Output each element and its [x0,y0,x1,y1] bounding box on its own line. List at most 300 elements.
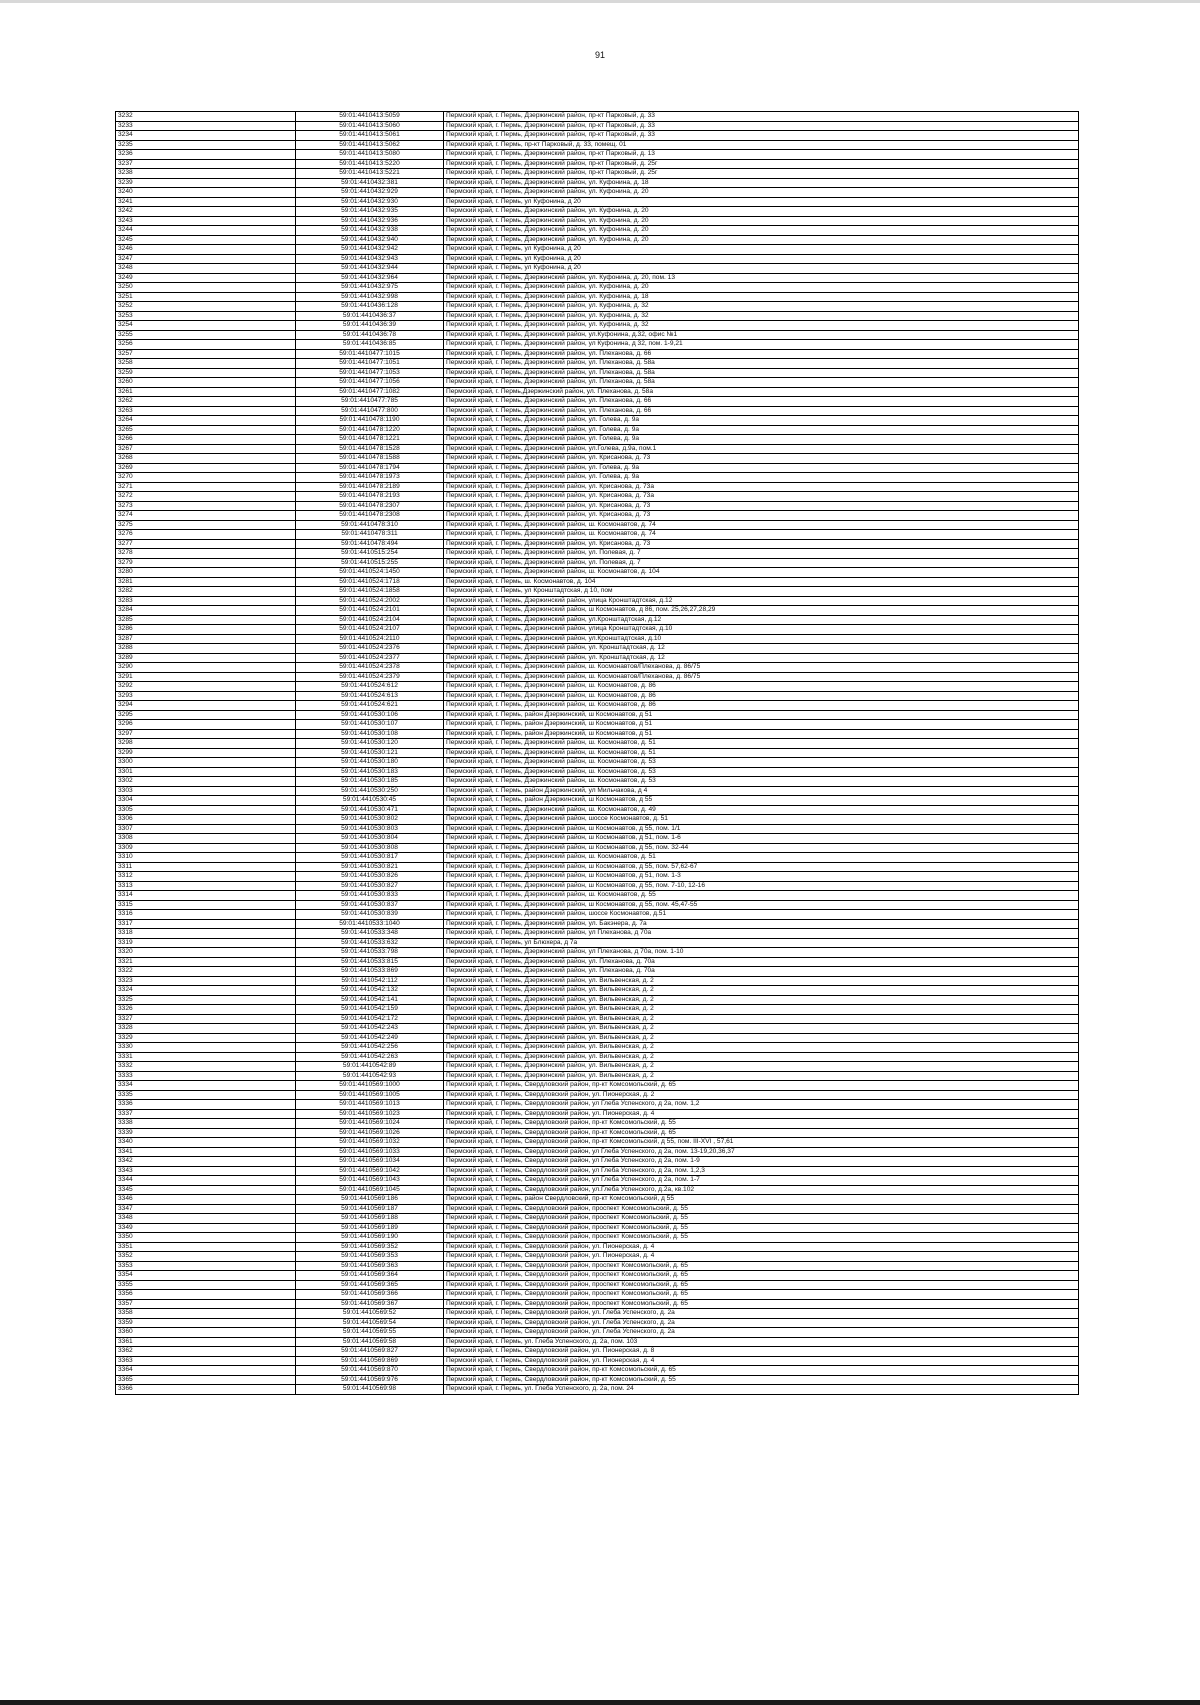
row-number-cell: 3276 [116,530,296,540]
address-cell: Пермский край, г. Пермь, Дзержинский район, ул. Полевая, д. 7 [444,558,1079,568]
table-row [116,1138,1079,1148]
cadastral-number-cell: 59:01:4410478:2189 [296,482,444,492]
row-number-cell: 3350 [116,1233,296,1243]
address-cell: Пермский край, г. Пермь, Дзержинский район, улица Кронштадтская, д.10 [444,625,1079,635]
row-number-cell: 3314 [116,891,296,901]
row-number-cell: 3270 [116,473,296,483]
address-cell: Пермский край, г. Пермь, Дзержинский район, ул. Вильвенская, д. 2 [444,986,1079,996]
row-number-cell: 3259 [116,368,296,378]
table-row [116,1119,1079,1129]
table-row [116,1290,1079,1300]
row-number-cell: 3282 [116,587,296,597]
address-cell: Пермский край, г. Пермь, Дзержинский район, ул. Крисанова, д. 73а [444,492,1079,502]
address-cell: Пермский край, г. Пермь, Дзержинский район, ул. Плеханова, д. 70а [444,957,1079,967]
table-row [116,188,1079,198]
cadastral-number-cell: 59:01:4410530:107 [296,720,444,730]
row-number-cell: 3249 [116,273,296,283]
address-cell: Пермский край, г. Пермь, Свердловский район, проспект Комсомольский, д. 65 [444,1280,1079,1290]
address-cell: Пермский край, г. Пермь, Дзержинский район, пр-кт Парковый, д. 13 [444,150,1079,160]
table-row [116,492,1079,502]
address-cell: Пермский край, г. Пермь, Дзержинский район, ш Космонавтов, д 86, пом. 25,26,27,28,29 [444,606,1079,616]
row-number-cell: 3303 [116,786,296,796]
table-row [116,720,1079,730]
table-row [116,406,1079,416]
cadastral-number-cell: 59:01:4410478:1973 [296,473,444,483]
table-row [116,454,1079,464]
address-cell: Пермский край, г. Пермь, Дзержинский район, ул Куфонина, д 32, пом. 1-9,21 [444,340,1079,350]
table-row [116,1223,1079,1233]
row-number-cell: 3258 [116,359,296,369]
cadastral-number-cell: 59:01:4410530:106 [296,710,444,720]
cadastral-number-cell: 59:01:4410533:869 [296,967,444,977]
cadastral-number-cell: 59:01:4410413:5221 [296,169,444,179]
cadastral-number-cell: 59:01:4410530:250 [296,786,444,796]
row-number-cell: 3306 [116,815,296,825]
row-number-cell: 3260 [116,378,296,388]
table-row [116,121,1079,131]
address-cell: Пермский край, г. Пермь, Дзержинский район, ул. Крисанова, д. 73 [444,511,1079,521]
row-number-cell: 3257 [116,349,296,359]
address-cell: Пермский край, г. Пермь, район Дзержинский, ш Космонавтов, д 51 [444,720,1079,730]
address-cell: Пермский край, г. Пермь, Дзержинский район, ул. Полевая, д. 7 [444,549,1079,559]
table-row [116,321,1079,331]
address-cell: Пермский край, г. Пермь, Дзержинский район, ш. Космонавтов, д. 55 [444,891,1079,901]
table-row [116,748,1079,758]
address-cell: Пермский край, г. Пермь, Дзержинский район, ул. Плеханова, д. 66 [444,397,1079,407]
cadastral-number-cell: 59:01:4410477:800 [296,406,444,416]
cadastral-number-cell: 59:01:4410477:1053 [296,368,444,378]
table-row [116,577,1079,587]
row-number-cell: 3340 [116,1138,296,1148]
cadastral-number-cell: 59:01:4410524:2002 [296,596,444,606]
table-row [116,444,1079,454]
row-number-cell: 3319 [116,938,296,948]
cadastral-number-cell: 59:01:4410530:803 [296,824,444,834]
cadastral-number-cell: 59:01:4410569:363 [296,1261,444,1271]
table-row [116,349,1079,359]
row-number-cell: 3327 [116,1014,296,1024]
table-row [116,1261,1079,1271]
row-number-cell: 3252 [116,302,296,312]
row-number-cell: 3278 [116,549,296,559]
row-number-cell: 3268 [116,454,296,464]
address-cell: Пермский край, г. Пермь, Свердловский район, пр-кт Комсомольский, д 55, пом. III-XVI , 57,61 [444,1138,1079,1148]
cadastral-number-cell: 59:01:4410413:5061 [296,131,444,141]
row-number-cell: 3248 [116,264,296,274]
row-number-cell: 3271 [116,482,296,492]
address-cell: Пермский край, г. Пермь, ул Блюхера, д 7а [444,938,1079,948]
address-cell: Пермский край, г. Пермь, Дзержинский район, пр-кт Парковый, д. 33 [444,131,1079,141]
row-number-cell: 3363 [116,1356,296,1366]
row-number-cell: 3239 [116,178,296,188]
row-number-cell: 3241 [116,197,296,207]
address-cell: Пермский край, г. Пермь, ул Кронштадтская, д 10, пом [444,587,1079,597]
row-number-cell: 3297 [116,729,296,739]
table-row [116,283,1079,293]
row-number-cell: 3263 [116,406,296,416]
cadastral-number-cell: 59:01:4410533:815 [296,957,444,967]
row-number-cell: 3279 [116,558,296,568]
cadastral-number-cell: 59:01:4410530:185 [296,777,444,787]
cadastral-number-cell: 59:01:4410530:817 [296,853,444,863]
row-number-cell: 3343 [116,1166,296,1176]
table-row [116,1043,1079,1053]
cadastral-number-cell: 59:01:4410569:353 [296,1252,444,1262]
cadastral-number-cell: 59:01:4410478:1220 [296,425,444,435]
address-cell: Пермский край, г. Пермь, ул Куфонина, д 20 [444,264,1079,274]
row-number-cell: 3301 [116,767,296,777]
address-cell: Пермский край, г. Пермь, Свердловский район, ул Глеба Успенского, д 2а, пом. 13-19,20,36,37 [444,1147,1079,1157]
address-cell: Пермский край, г. Пермь, Дзержинский район, ш. Космонавтов, д. 86 [444,701,1079,711]
address-cell: Пермский край, г. Пермь, Дзержинский район, ш. Космонавтов, д. 51 [444,739,1079,749]
address-cell: Пермский край, г. Пермь, Дзержинский район, ш. Космонавтов, д. 51 [444,853,1079,863]
table-row [116,1337,1079,1347]
row-number-cell: 3300 [116,758,296,768]
table-row [116,644,1079,654]
address-cell: Пермский край, г. Пермь, ул Куфонина, д 20 [444,245,1079,255]
address-cell: Пермский край, г. Пермь, Дзержинский район, ш. Космонавтов, д. 53 [444,767,1079,777]
address-cell: Пермский край, г. Пермь, Свердловский район, ул. Пионерская, д. 4 [444,1356,1079,1366]
cadastral-number-cell: 59:01:4410432:935 [296,207,444,217]
row-number-cell: 3272 [116,492,296,502]
row-number-cell: 3342 [116,1157,296,1167]
table-row [116,1280,1079,1290]
address-cell: Пермский край, г. Пермь, Дзержинский район, шоссе Космонавтов, д.51 [444,910,1079,920]
row-number-cell: 3346 [116,1195,296,1205]
cadastral-number-cell: 59:01:4410478:310 [296,520,444,530]
cadastral-number-cell: 59:01:4410569:869 [296,1356,444,1366]
address-cell: Пермский край, г. Пермь, район Дзержинский, ш Космонавтов, д 51 [444,729,1079,739]
table-row [116,1005,1079,1015]
row-number-cell: 3244 [116,226,296,236]
table-row [116,311,1079,321]
table-row [116,853,1079,863]
address-cell: Пермский край, г. Пермь, Дзержинский район, ул. Куфонина, д. 20, пом. 13 [444,273,1079,283]
cadastral-number-cell: 59:01:4410478:1588 [296,454,444,464]
table-row [116,1356,1079,1366]
table-row [116,739,1079,749]
table-row [116,131,1079,141]
row-number-cell: 3264 [116,416,296,426]
table-row [116,1157,1079,1167]
table-row [116,1195,1079,1205]
address-cell: Пермский край, г. Пермь, ул. Глеба Успенского, д. 2а, пом. 24 [444,1385,1079,1395]
table-row [116,938,1079,948]
cadastral-number-cell: 59:01:4410569:364 [296,1271,444,1281]
cadastral-number-cell: 59:01:4410569:1033 [296,1147,444,1157]
row-number-cell: 3291 [116,672,296,682]
address-cell: Пермский край, г. Пермь, Дзержинский район, ул. Куфонина, д. 20 [444,207,1079,217]
table-row [116,919,1079,929]
row-number-cell: 3305 [116,805,296,815]
cadastral-number-cell: 59:01:4410569:1024 [296,1119,444,1129]
cadastral-number-cell: 59:01:4410478:494 [296,539,444,549]
cadastral-number-cell: 59:01:4410524:2110 [296,634,444,644]
cadastral-number-cell: 59:01:4410436:128 [296,302,444,312]
row-number-cell: 3334 [116,1081,296,1091]
row-number-cell: 3307 [116,824,296,834]
table-row [116,596,1079,606]
table-row [116,976,1079,986]
address-cell: Пермский край, г. Пермь, Дзержинский район, ш. Космонавтов, д. 104 [444,568,1079,578]
address-cell: Пермский край, г. Пермь, Свердловский район, ул Глеба Успенского, д 2а, пом. 1,2 [444,1100,1079,1110]
scan-edge-top [0,0,1200,3]
address-cell: Пермский край, г. Пермь, Дзержинский район, ул. Плеханова, д. 58а [444,378,1079,388]
row-number-cell: 3313 [116,881,296,891]
address-cell: Пермский край, г. Пермь, Дзержинский район, ул. Плеханова, д. 58а [444,359,1079,369]
row-number-cell: 3247 [116,254,296,264]
address-cell: Пермский край, г. Пермь, Дзержинский район, ул. Вильвенская, д. 2 [444,1005,1079,1015]
row-number-cell: 3347 [116,1204,296,1214]
row-number-cell: 3360 [116,1328,296,1338]
address-cell: Пермский край, г. Пермь, Дзержинский район, ул. Крисанова, д. 73а [444,482,1079,492]
cadastral-number-cell: 59:01:4410569:189 [296,1223,444,1233]
cadastral-number-cell: 59:01:4410413:5220 [296,159,444,169]
cadastral-number-cell: 59:01:4410569:827 [296,1347,444,1357]
row-number-cell: 3324 [116,986,296,996]
table-row [116,387,1079,397]
address-cell: Пермский край, г. Пермь, Дзержинский район, ул.Голева, д.9а, пом.1 [444,444,1079,454]
table-row [116,948,1079,958]
address-cell: Пермский край, г. Пермь, Дзержинский район, ул. Плеханова, д. 66 [444,406,1079,416]
table-row [116,900,1079,910]
cadastral-number-cell: 59:01:4410436:85 [296,340,444,350]
row-number-cell: 3345 [116,1185,296,1195]
table-body [116,112,1079,1395]
table-row [116,910,1079,920]
table-row [116,1090,1079,1100]
table-row [116,758,1079,768]
row-number-cell: 3321 [116,957,296,967]
table-row [116,245,1079,255]
address-cell: Пермский край, г. Пермь, ул Куфонина, д 20 [444,197,1079,207]
table-row [116,1309,1079,1319]
cadastral-number-cell: 59:01:4410569:1034 [296,1157,444,1167]
table-row [116,416,1079,426]
table-row [116,150,1079,160]
row-number-cell: 3293 [116,691,296,701]
row-number-cell: 3304 [116,796,296,806]
cadastral-number-cell: 59:01:4410530:837 [296,900,444,910]
address-cell: Пермский край, г. Пермь, Свердловский район, пр-кт Комсомольский, д. 55 [444,1119,1079,1129]
cadastral-number-cell: 59:01:4410478:1794 [296,463,444,473]
address-cell: Пермский край, г. Пермь, Дзержинский район, ш. Космонавтов, д. 74 [444,530,1079,540]
address-cell: Пермский край, г. Пермь, Свердловский район, ул Глеба Успенского, д 2а, пом. 1,2,3 [444,1166,1079,1176]
cadastral-number-cell: 59:01:4410413:5080 [296,150,444,160]
address-cell: Пермский край, г. Пермь, Дзержинский район, ул. Вильвенская, д. 2 [444,1071,1079,1081]
cadastral-number-cell: 59:01:4410413:5060 [296,121,444,131]
table-row [116,254,1079,264]
address-cell: Пермский край, г. Пермь, Дзержинский район, ш. Космонавтов/Плеханова, д. 86/75 [444,663,1079,673]
cadastral-number-cell: 59:01:4410569:976 [296,1375,444,1385]
table-row [116,672,1079,682]
cadastral-number-cell: 59:01:4410432:936 [296,216,444,226]
table-row [116,1147,1079,1157]
cadastral-number-cell: 59:01:4410524:2377 [296,653,444,663]
address-cell: Пермский край, г. Пермь, Свердловский район, пр-кт Комсомольский, д. 65 [444,1081,1079,1091]
address-cell: Пермский край, г. Пермь, Свердловский район, ул Глеба Успенского, д 2а, пом. 1-9 [444,1157,1079,1167]
address-cell: Пермский край, г. Пермь, Свердловский район, пр-кт Комсомольский, д. 65 [444,1128,1079,1138]
cadastral-number-cell: 59:01:4410530:804 [296,834,444,844]
address-cell: Пермский край, г. Пермь, Дзержинский район, ул. Вильвенская, д. 2 [444,1052,1079,1062]
address-cell: Пермский край, г. Пермь, Свердловский район, ул. Глеба Успенского, д. 2а [444,1328,1079,1338]
cadastral-number-cell: 59:01:4410524:2376 [296,644,444,654]
address-cell: Пермский край, г. Пермь, Дзержинский район, ш. Космонавтов, д. 53 [444,777,1079,787]
table-row [116,1328,1079,1338]
table-row [116,226,1079,236]
cadastral-number-cell: 59:01:4410436:37 [296,311,444,321]
address-cell: Пермский край, г. Пермь, Дзержинский район, ул. Плеханова, д. 58а [444,368,1079,378]
table-row [116,1100,1079,1110]
cadastral-table [115,111,1079,1395]
table-row [116,1204,1079,1214]
table-row [116,207,1079,217]
address-cell: Пермский край, г. Пермь, Дзержинский район, пр-кт Парковый, д. 25г [444,169,1079,179]
row-number-cell: 3335 [116,1090,296,1100]
address-cell: Пермский край, г. Пермь, Дзержинский район, ул. Кронштадтская, д. 12 [444,644,1079,654]
table-row [116,530,1079,540]
address-cell: Пермский край, г. Пермь, Дзержинский район, ул. Куфонина, д. 20 [444,226,1079,236]
table-row [116,1233,1079,1243]
cadastral-number-cell: 59:01:4410432:929 [296,188,444,198]
address-cell: Пермский край, г. Пермь, Свердловский район, проспект Комсомольский, д. 65 [444,1299,1079,1309]
address-cell: Пермский край, г. Пермь, Дзержинский район, ул. Вильвенская, д. 2 [444,976,1079,986]
row-number-cell: 3250 [116,283,296,293]
address-cell: Пермский край, г. Пермь, район Дзержинский, ш Космонавтов, д 51 [444,710,1079,720]
address-cell: Пермский край, г. Пермь, Свердловский район, проспект Комсомольский, д. 65 [444,1290,1079,1300]
row-number-cell: 3292 [116,682,296,692]
table-row [116,1176,1079,1186]
row-number-cell: 3339 [116,1128,296,1138]
address-cell: Пермский край, г. Пермь, Дзержинский район, ш. Космонавтов, д. 49 [444,805,1079,815]
cadastral-number-cell: 59:01:4410533:798 [296,948,444,958]
cadastral-number-cell: 59:01:4410478:2193 [296,492,444,502]
cadastral-number-cell: 59:01:4410432:381 [296,178,444,188]
cadastral-number-cell: 59:01:4410477:785 [296,397,444,407]
row-number-cell: 3283 [116,596,296,606]
address-cell: Пермский край, г. Пермь, Дзержинский район, ул. Вильвенская, д. 2 [444,1024,1079,1034]
row-number-cell: 3233 [116,121,296,131]
cadastral-number-cell: 59:01:4410569:366 [296,1290,444,1300]
table-row [116,710,1079,720]
address-cell: Пермский край, г. Пермь, район Дзержинский, ш Космонавтов, д 55 [444,796,1079,806]
address-cell: Пермский край, г. Пермь, Свердловский район, ул.Глеба Успенского, д.2а, кв.102 [444,1185,1079,1195]
row-number-cell: 3315 [116,900,296,910]
table-row [116,995,1079,1005]
cadastral-number-cell: 59:01:4410524:2104 [296,615,444,625]
cadastral-number-cell: 59:01:4410569:98 [296,1385,444,1395]
row-number-cell: 3262 [116,397,296,407]
row-number-cell: 3275 [116,520,296,530]
address-cell: Пермский край, г. Пермь, Дзержинский район, ш. Космонавтов, д. 74 [444,520,1079,530]
row-number-cell: 3243 [116,216,296,226]
table-row [116,1347,1079,1357]
row-number-cell: 3254 [116,321,296,331]
table-row [116,691,1079,701]
cadastral-number-cell: 59:01:4410436:78 [296,330,444,340]
cadastral-number-cell: 59:01:4410530:471 [296,805,444,815]
row-number-cell: 3361 [116,1337,296,1347]
address-cell: Пермский край, г. Пермь, ул Куфонина, д 20 [444,254,1079,264]
row-number-cell: 3287 [116,634,296,644]
address-cell: Пермский край, г. Пермь, Дзержинский район, ш Космонавтов, д 51, пом. 1-6 [444,834,1079,844]
cadastral-number-cell: 59:01:4410569:1032 [296,1138,444,1148]
cadastral-number-cell: 59:01:4410530:45 [296,796,444,806]
address-cell: Пермский край, г. Пермь, Дзержинский район, ул. Куфонина, д. 32 [444,302,1079,312]
row-number-cell: 3299 [116,748,296,758]
scan-edge-bottom [0,1700,1200,1705]
table-row [116,1366,1079,1376]
table-row [116,1014,1079,1024]
cadastral-number-cell: 59:01:4410432:975 [296,283,444,293]
cadastral-number-cell: 59:01:4410515:254 [296,549,444,559]
cadastral-number-cell: 59:01:4410524:2101 [296,606,444,616]
table-row [116,615,1079,625]
table-row [116,834,1079,844]
address-cell: Пермский край, г. Пермь, Дзержинский район, ш Космонавтов, д 55, пом. 57,62-67 [444,862,1079,872]
address-cell: Пермский край, г. Пермь, Дзержинский район, пр-кт Парковый, д. 33 [444,121,1079,131]
address-cell: Пермский край, г. Пермь, Дзержинский район, ул.Куфонина, д.32, офис №1 [444,330,1079,340]
address-cell: Пермский край, г. Пермь, Дзержинский район, ш. Космонавтов, д. 53 [444,758,1079,768]
address-cell: Пермский край, г. Пермь, Дзержинский район, ул Плеханова, д 70а [444,929,1079,939]
row-number-cell: 3265 [116,425,296,435]
table-row [116,1166,1079,1176]
address-cell: Пермский край, г. Пермь, Свердловский район, проспект Комсомольский, д. 55 [444,1204,1079,1214]
table-row [116,634,1079,644]
address-cell: Пермский край, г. Пермь, Дзержинский район, ул. Куфонина, д. 18 [444,292,1079,302]
address-cell: Пермский край, г. Пермь, Дзержинский район, ул Плеханова, д 70а, пом. 1-10 [444,948,1079,958]
table-row [116,967,1079,977]
row-number-cell: 3288 [116,644,296,654]
cadastral-number-cell: 59:01:4410569:55 [296,1328,444,1338]
table-row [116,815,1079,825]
row-number-cell: 3317 [116,919,296,929]
page-number: 91 [594,50,605,60]
table-row [116,872,1079,882]
table-row [116,264,1079,274]
row-number-cell: 3236 [116,150,296,160]
address-cell: Пермский край, г. Пермь, пр-кт Парковый, д. 33, помещ. 01 [444,140,1079,150]
cadastral-number-cell: 59:01:4410432:944 [296,264,444,274]
table-row [116,701,1079,711]
cadastral-number-cell: 59:01:4410530:826 [296,872,444,882]
row-number-cell: 3269 [116,463,296,473]
table-row [116,463,1079,473]
row-number-cell: 3277 [116,539,296,549]
address-cell: Пермский край, г. Пермь, Дзержинский район, ул. Плеханова, д. 66 [444,349,1079,359]
row-number-cell: 3341 [116,1147,296,1157]
table-row [116,625,1079,635]
table-row [116,159,1079,169]
address-cell: Пермский край, г. Пермь, ул. Глеба Успенского, д. 2а, пом. 103 [444,1337,1079,1347]
row-number-cell: 3362 [116,1347,296,1357]
table-row [116,843,1079,853]
row-number-cell: 3308 [116,834,296,844]
cadastral-number-cell: 59:01:4410524:1450 [296,568,444,578]
row-number-cell: 3330 [116,1043,296,1053]
cadastral-number-cell: 59:01:4410530:120 [296,739,444,749]
address-cell: Пермский край, г. Пермь, Свердловский район, проспект Комсомольский, д. 55 [444,1233,1079,1243]
table-row [116,786,1079,796]
address-cell: Пермский край, г. Пермь, Дзержинский район, ул. Куфонина, д. 20 [444,235,1079,245]
cadastral-number-cell: 59:01:4410524:2378 [296,663,444,673]
cadastral-number-cell: 59:01:4410542:89 [296,1062,444,1072]
table-row [116,1252,1079,1262]
row-number-cell: 3266 [116,435,296,445]
table-row [116,606,1079,616]
row-number-cell: 3344 [116,1176,296,1186]
row-number-cell: 3331 [116,1052,296,1062]
